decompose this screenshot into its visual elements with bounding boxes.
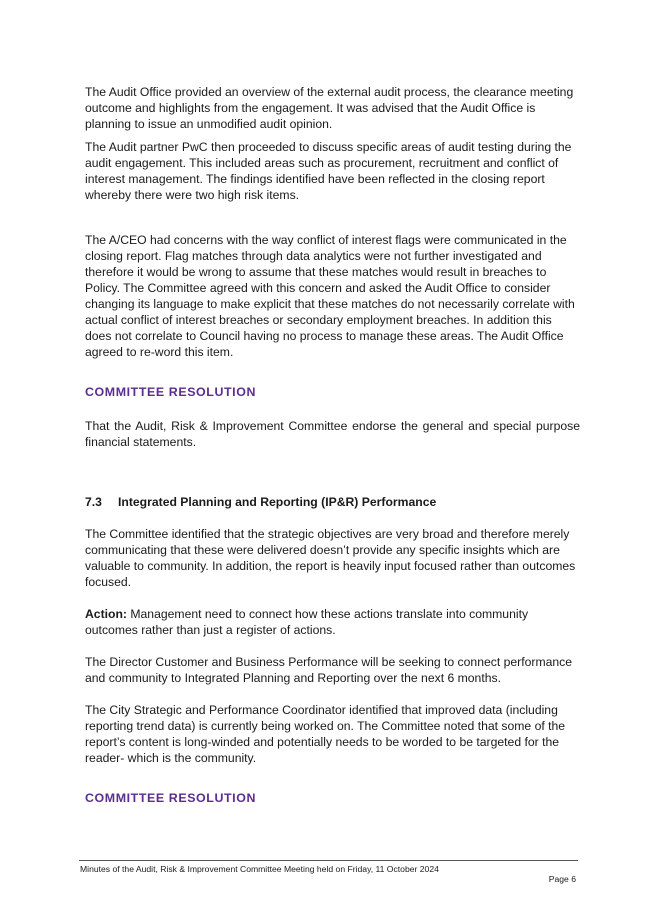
footer-text: Minutes of the Audit, Risk & Improvement Committee Meeting held on Friday, 11 October 2024 xyxy=(80,864,439,874)
action-text: Management need to connect how these actions translate into community outcomes rather than just a register of actions. xyxy=(85,607,529,637)
committee-resolution-text: That the Audit, Risk & Improvement Committee endorse the general and special purpose financial statements. xyxy=(85,419,580,449)
action-paragraph xyxy=(85,606,580,638)
section-title: Integrated Planning and Reporting (IP&R) Performance xyxy=(118,495,437,509)
paragraph-coordinator: The City Strategic and Performance Coordinator identified that improved data (including reporting trend data) is currently being worked on. The Committee noted that some of the report’s content is long-winded and potentially needs to be worded to be targeted for the reader- which is the community. xyxy=(85,703,566,765)
page-number: Page 6 xyxy=(548,874,576,884)
paragraph-audit-partner: The Audit partner PwC then proceeded to discuss specific areas of audit testing during the audit engagement. This included areas such as procurement, recruitment and conflict of interest management. The findings identified have been reflected in the closing report whereby there were two high risk items. xyxy=(85,140,572,202)
footer-divider xyxy=(79,860,578,861)
paragraph-director: The Director Customer and Business Performance will be seeking to connect performance and community to Integrated Planning and Reporting over the next 6 months. xyxy=(85,655,573,685)
paragraph-strategic-objectives: The Committee identified that the strategic objectives are very broad and therefore merely communicating that these were delivered doesn’t provide any specific insights which are valuable to community. In addition, the report is heavily input focused rather than outcomes focused. xyxy=(85,527,576,589)
section-number: 7.3 xyxy=(85,495,102,509)
committee-resolution-heading: COMMITTEE RESOLUTION xyxy=(85,385,257,399)
committee-resolution-heading-2: COMMITTEE RESOLUTION xyxy=(85,791,257,805)
paragraph-acceo-concerns: The A/CEO had concerns with the way conflict of interest flags were communicated in the closing report. Flag matches through data analytics were not further investigated and therefore it would be wrong to assume that these matches would result in breaches to Policy. The Committee agreed with this concern and asked the Audit Office to consider changing its language to make explicit that these matches do not necessarily correlate with actual conflict of interest breaches or secondary employment breaches. In addition this does not correlate to Council having no process to manage these areas. The Audit Office agreed to re-word this item. xyxy=(85,233,575,359)
action-label: Action: xyxy=(85,607,127,621)
paragraph-audit-office-overview: The Audit Office provided an overview of the external audit process, the clearance meeting outcome and highlights from the engagement. It was advised that the Audit Office is planning to issue an unmodified audit opinion. xyxy=(85,85,574,131)
section-heading xyxy=(85,495,436,509)
